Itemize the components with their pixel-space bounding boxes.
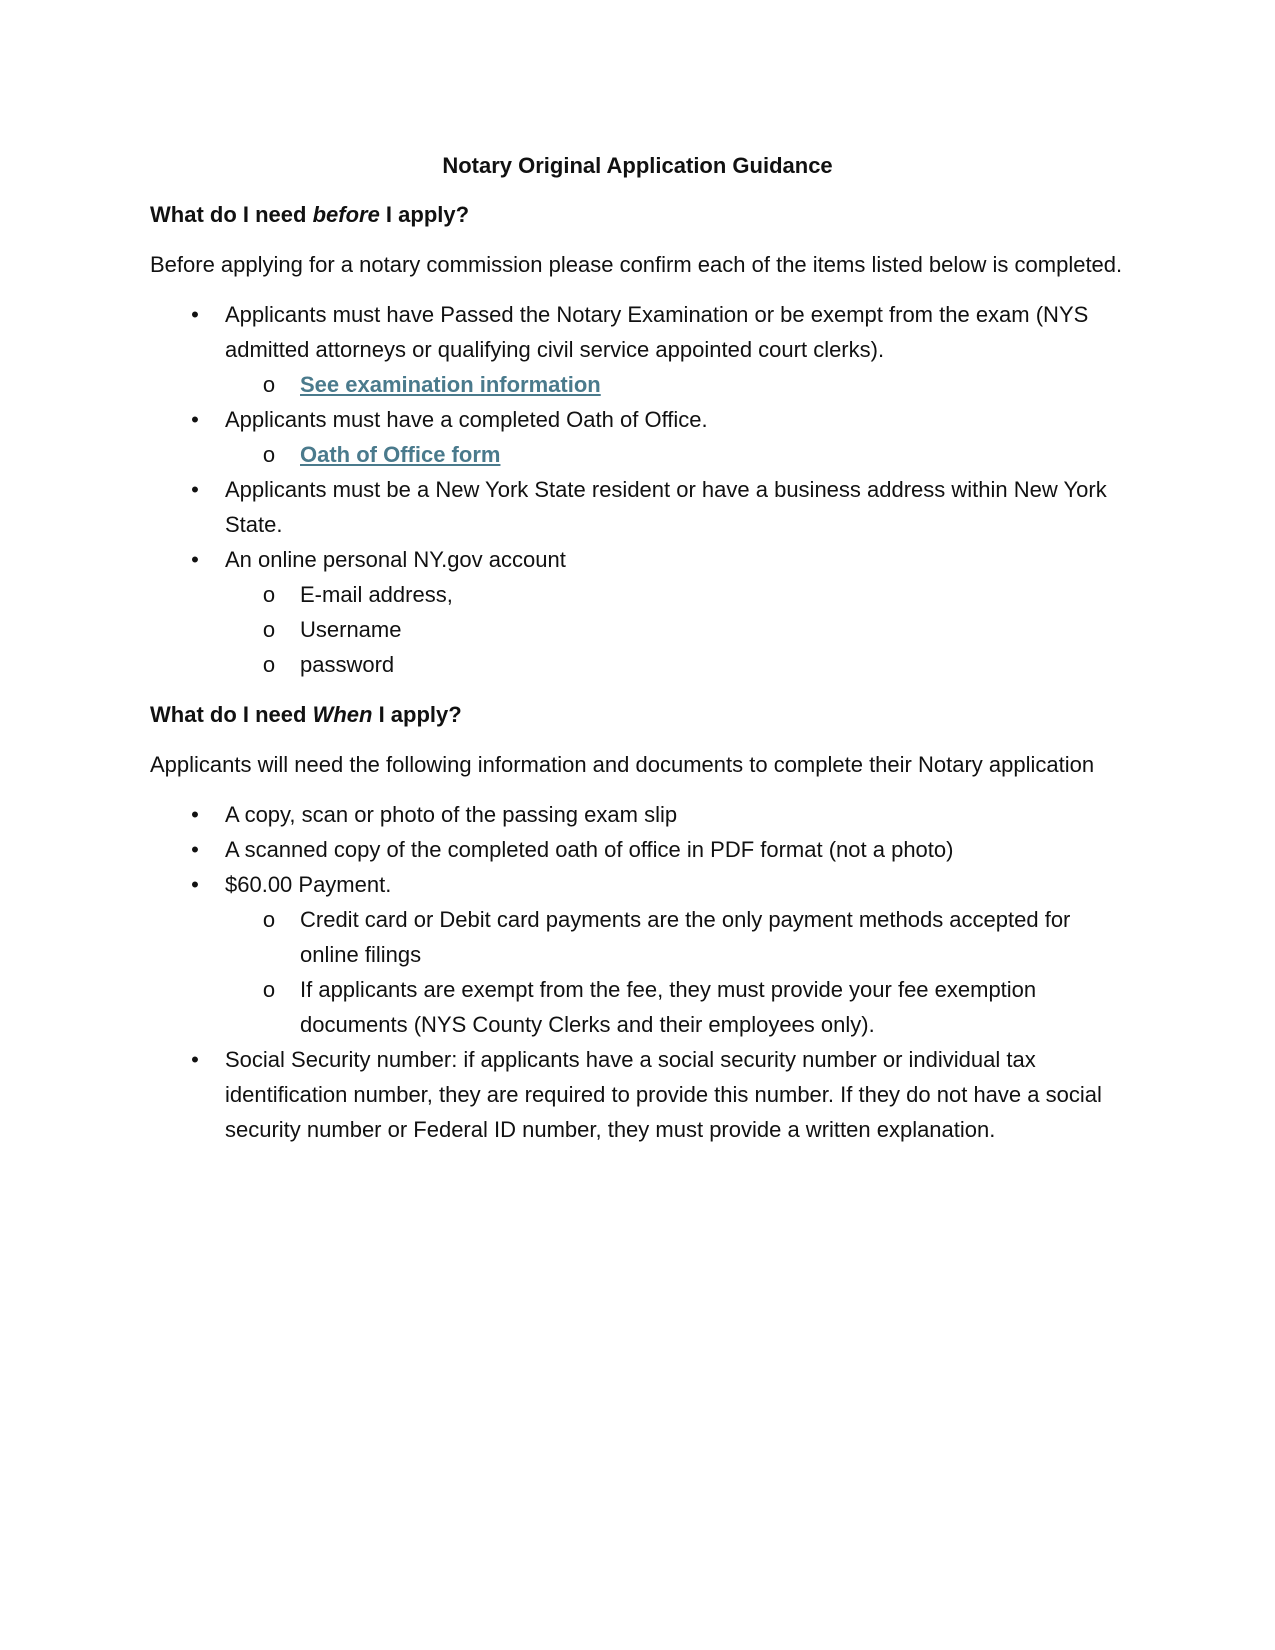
list-item-text: A copy, scan or photo of the passing exam slip [225, 802, 678, 827]
heading-text: I apply? [372, 702, 462, 727]
exam-info-link[interactable]: See examination information [300, 372, 601, 397]
bullet-icon: • [191, 837, 199, 862]
sub-list-item-text: Credit card or Debit card payments are the only payment methods accepted for online filings [300, 907, 1071, 967]
sub-list-item-text: Username [300, 617, 402, 642]
bullet-icon: • [191, 547, 199, 572]
sub-list-item [225, 577, 1125, 612]
document-page [150, 148, 1125, 1162]
list-item-text: A scanned copy of the completed oath of office in PDF format (not a photo) [225, 837, 954, 862]
list-item-text: Applicants must have a completed Oath of Office. [225, 407, 708, 432]
circle-bullet-icon: o [262, 372, 276, 397]
list-item-text: $60.00 Payment. [225, 872, 392, 897]
sub-list [225, 367, 1125, 402]
sub-list-item [225, 972, 1125, 1042]
oath-form-link[interactable]: Oath of Office form [300, 442, 501, 467]
bullet-icon: • [191, 407, 199, 432]
circle-bullet-icon: o [262, 907, 276, 932]
list-item [150, 472, 1125, 542]
sub-list-item-text: E-mail address, [300, 582, 453, 607]
circle-bullet-icon: o [262, 442, 276, 467]
sub-list [225, 902, 1125, 1042]
sub-list [225, 577, 1125, 682]
list-item-text: An online personal NY.gov account [225, 547, 566, 572]
list-item [150, 832, 1125, 867]
heading-text: What do I need [150, 702, 313, 727]
documents-list [150, 797, 1125, 1147]
sub-list-item [225, 647, 1125, 682]
document-title: Notary Original Application Guidance [442, 153, 833, 178]
requirements-list [150, 297, 1125, 682]
list-item [150, 297, 1125, 402]
circle-bullet-icon: o [262, 977, 276, 1002]
bullet-icon: • [191, 302, 199, 327]
bullet-icon: • [191, 1047, 199, 1072]
heading-emphasis: before [312, 202, 380, 227]
circle-bullet-icon: o [262, 652, 276, 677]
sub-list-item [225, 437, 1125, 472]
list-item [150, 867, 1125, 1042]
sub-list [225, 437, 1125, 472]
heading-emphasis: When [312, 702, 373, 727]
heading-text: I apply? [379, 202, 470, 227]
bullet-icon: • [191, 477, 199, 502]
list-item [150, 402, 1125, 472]
section-heading-when [150, 697, 1125, 732]
section-heading-before [150, 197, 1125, 232]
list-item [150, 542, 1125, 682]
circle-bullet-icon: o [262, 582, 276, 607]
bullet-icon: • [191, 872, 199, 897]
sub-list-item [225, 612, 1125, 647]
list-item-text: Applicants must be a New York State resident or have a business address within New York State. [225, 477, 1107, 537]
sub-list-item-text: password [300, 652, 395, 677]
sub-list-item [225, 367, 1125, 402]
heading-text: What do I need [150, 202, 313, 227]
list-item [150, 797, 1125, 832]
sub-list-item [225, 902, 1125, 972]
sub-list-item-text: If applicants are exempt from the fee, they must provide your fee exemption documents (NYS County Clerks and their employees only). [300, 977, 1037, 1037]
list-item [150, 1042, 1125, 1147]
section-intro: Applicants will need the following information and documents to complete their Notary application [150, 752, 1095, 777]
circle-bullet-icon: o [262, 617, 276, 642]
section-intro: Before applying for a notary commission please confirm each of the items listed below is completed. [150, 252, 1123, 277]
bullet-icon: • [191, 802, 199, 827]
list-item-text: Applicants must have Passed the Notary Examination or be exempt from the exam (NYS admitted attorneys or qualifying civil service appointed court clerks). [225, 302, 1089, 362]
list-item-text: Social Security number: if applicants have a social security number or individual tax identification number, they are required to provide this number. If they do not have a social security number or Federal ID number, they must provide a written explanation. [225, 1047, 1102, 1142]
